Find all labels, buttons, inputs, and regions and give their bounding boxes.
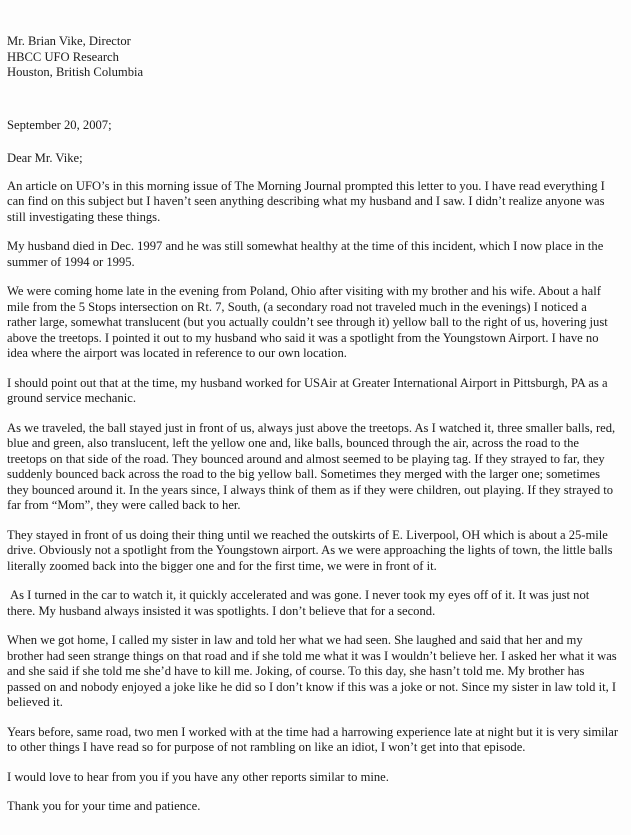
recipient-location: Houston, British Columbia — [7, 65, 144, 79]
paragraph-husband: My husband died in Dec. 1997 and he was still somewhat healthy at the time of this incident, which I now place in the summer of 1994 or 1995. — [7, 239, 604, 269]
salutation: Dear Mr. Vike; — [7, 151, 83, 165]
paragraph-liverpool: They stayed in front of us doing their thing until we reached the outskirts of E. Liverpool, OH which is about a 25-mile drive. Obviously not a spotlight from the Youngstown airport. As we were approaching the lights of town, the little balls literally zoomed back into the bigger one and for the first time, we were in front of it. — [7, 527, 613, 573]
paragraph-accelerated: As I turned in the car to watch it, it quickly accelerated and was gone. I never took my eyes off of it. It was just not there. My husband always insisted it was spotlights. I don’t believe that for a second. — [7, 588, 590, 618]
letter-date: September 20, 2007; — [7, 117, 112, 132]
recipient-address — [7, 34, 619, 81]
recipient-organization: HBCC UFO Research — [7, 49, 119, 64]
paragraph-thanks: Thank you for your time and patience. — [7, 799, 201, 813]
paragraph-usair: I should point out that at the time, my husband worked for USAir at Greater International Airport in Pittsburgh, PA as a ground service mechanic. — [7, 375, 608, 405]
paragraph-article: An article on UFO’s in this morning issue of The Morning Journal prompted this letter to you. I have read everything I can find on this subject but I haven’t seen anything describing what my husband and I saw. I didn’t realize anyone was still investigating these things. — [7, 178, 605, 224]
paragraph-sister: When we got home, I called my sister in law and told her what we had seen. She laughed and said that her and my brother had seen strange things on that road and if she told me what it was I wouldn’t believe her. I asked her what it was and she said if she told me she’d have to kill me. Joking, of course. To this day, she hasn’t told me. My brother has passed on and nobody enjoyed a joke like he did so I don’t know if this was a joke or not. Since my sister in law told it, I believed it. — [7, 633, 617, 709]
paragraph-sighting: We were coming home late in the evening from Poland, Ohio after visiting with my brother and his wife. About a half mile from the 5 Stops intersection on Rt. 7, South, (a secondary road not traveled much in the evenings) I noticed a rather large, somewhat translucent (but you actually couldn’t see through it) yellow ball to the right of us, hovering just above the treetops. I pointed it out to my husband who said it was a spotlight from the Youngstown Airport. I have no idea where the airport was located in reference to our own location. — [7, 284, 608, 360]
recipient-name: Mr. Brian Vike, Director — [7, 34, 131, 48]
paragraph-request: I would love to hear from you if you have any other reports similar to mine. — [7, 769, 389, 784]
paragraph-balls: As we traveled, the ball stayed just in front of us, always just above the treetops. As I watched it, three smaller balls, red, blue and green, also translucent, left the yellow one and, like balls, bounced through the air, across the road to the treetops on that side of the road. They bounced around and almost seemed to be playing tag. If they strayed to far, they suddenly bounced back across the road to the big yellow ball. Sometimes they merged with the larger one; sometimes they bounced around it. In the years since, I always think of them as if they were children, out playing. If they strayed to far from “Mom”, they were called back to her. — [7, 420, 616, 512]
paragraph-years-before: Years before, same road, two men I worked with at the time had a harrowing experience late at night but it is very similar to other things I have read so for purpose of not rambling on like an idiot, I won’t get into that episode. — [7, 724, 619, 754]
